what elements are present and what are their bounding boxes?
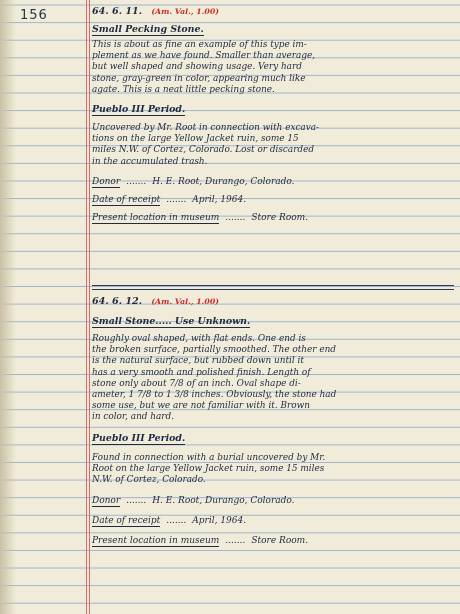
receipt-value: April, 1964. [192, 194, 247, 205]
text-line: but well shaped and showing usage. Very hard [92, 62, 302, 73]
text-line: This is about as fine an example of this type im- [92, 40, 307, 50]
present-location-label: Present location in museum [92, 536, 220, 547]
text-line: stone, gray-green in color, appearing much like [92, 73, 306, 84]
donor-row [92, 177, 452, 188]
receipt-value: April, 1964. [192, 516, 247, 527]
page-number: 156 [20, 8, 48, 23]
period-label: Pueblo III Period. [92, 104, 186, 116]
entry-title-row [92, 316, 452, 328]
catalog-entry [92, 296, 452, 547]
text-line: in the accumulated trash. [92, 156, 208, 167]
receipt-label: Date of receipt [92, 194, 161, 205]
text-line: stone only about 7/8 of an inch. Oval shape di- [92, 378, 301, 389]
entry-location-text [92, 453, 452, 487]
leader-dots: ....... [225, 536, 246, 547]
text-line: Roughly oval shaped, with flat ends. One end is [92, 334, 306, 344]
period-label: Pueblo III Period. [92, 432, 186, 444]
entry-header [92, 296, 452, 308]
margin-line [89, 0, 90, 614]
receipt-row [92, 516, 452, 527]
present-location-row [92, 213, 452, 224]
entry-title-row [92, 24, 452, 36]
present-location-value: Store Room. [251, 212, 309, 223]
leader-dots: ....... [166, 194, 187, 205]
donor-value: H. E. Root, Durango, Colorado. [152, 176, 295, 187]
valuation: (Am. Val., 1.00) [151, 7, 219, 16]
donor-label: Donor [92, 176, 121, 187]
catalog-number: 64. 6. 11. [92, 6, 143, 17]
valuation: (Am. Val., 1.00) [151, 297, 219, 306]
entry-description [92, 40, 452, 96]
present-location-value: Store Room. [251, 536, 309, 547]
text-line: miles N.W. of Cortez, Colorado. Lost or discarded [92, 145, 315, 156]
receipt-label: Date of receipt [92, 516, 161, 527]
entry-title: Small Pecking Stone. [92, 24, 204, 35]
margin-line [86, 0, 87, 614]
text-line: is the natural surface, but rubbed down until it [92, 356, 304, 367]
text-line: Found in connection with a burial uncovered by Mr. [92, 452, 326, 463]
entry-header [92, 6, 452, 18]
donor-label: Donor [92, 496, 121, 507]
catalog-entry [92, 6, 452, 224]
entry-divider [92, 285, 454, 286]
leader-dots: ....... [166, 516, 187, 527]
text-line: some use, but we are not familiar with it. Brown [92, 401, 310, 412]
entry-description [92, 334, 452, 424]
text-line: Uncovered by Mr. Root in connection with excava- [92, 123, 320, 134]
leader-dots: ....... [126, 176, 147, 187]
text-line: ameter, 1 7/8 to 1 3/8 inches. Obviously, the stone had [92, 390, 337, 401]
text-line: plement as we have found. Smaller than average, [92, 51, 316, 62]
catalog-number: 64. 6. 12. [92, 296, 143, 307]
text-line: has a very smooth and polished finish. Length of [92, 367, 311, 378]
donor-value: H. E. Root, Durango, Colorado. [152, 496, 295, 507]
text-line: N.W. of Cortez, Colorado. [92, 475, 206, 486]
period-row [92, 433, 452, 445]
text-line: the broken surface, partially smoothed. The other end [92, 345, 336, 356]
leader-dots: ....... [225, 212, 246, 223]
present-location-label: Present location in museum [92, 212, 220, 223]
present-location-row [92, 536, 452, 547]
text-line: in color, and hard. [92, 412, 175, 423]
receipt-row [92, 195, 452, 206]
entry-location-text [92, 123, 452, 168]
text-line: agate. This is a neat little pecking stone. [92, 84, 275, 95]
text-line: tions on the large Yellow Jacket ruin, some 15 [92, 134, 299, 145]
entry-divider [92, 289, 454, 290]
donor-row [92, 496, 452, 507]
leader-dots: ....... [126, 496, 147, 507]
text-line: Root on the large Yellow Jacket ruin, some 15 miles [92, 463, 325, 474]
period-row [92, 104, 452, 116]
entry-title: Small Stone..... Use Unknown. [92, 316, 251, 327]
